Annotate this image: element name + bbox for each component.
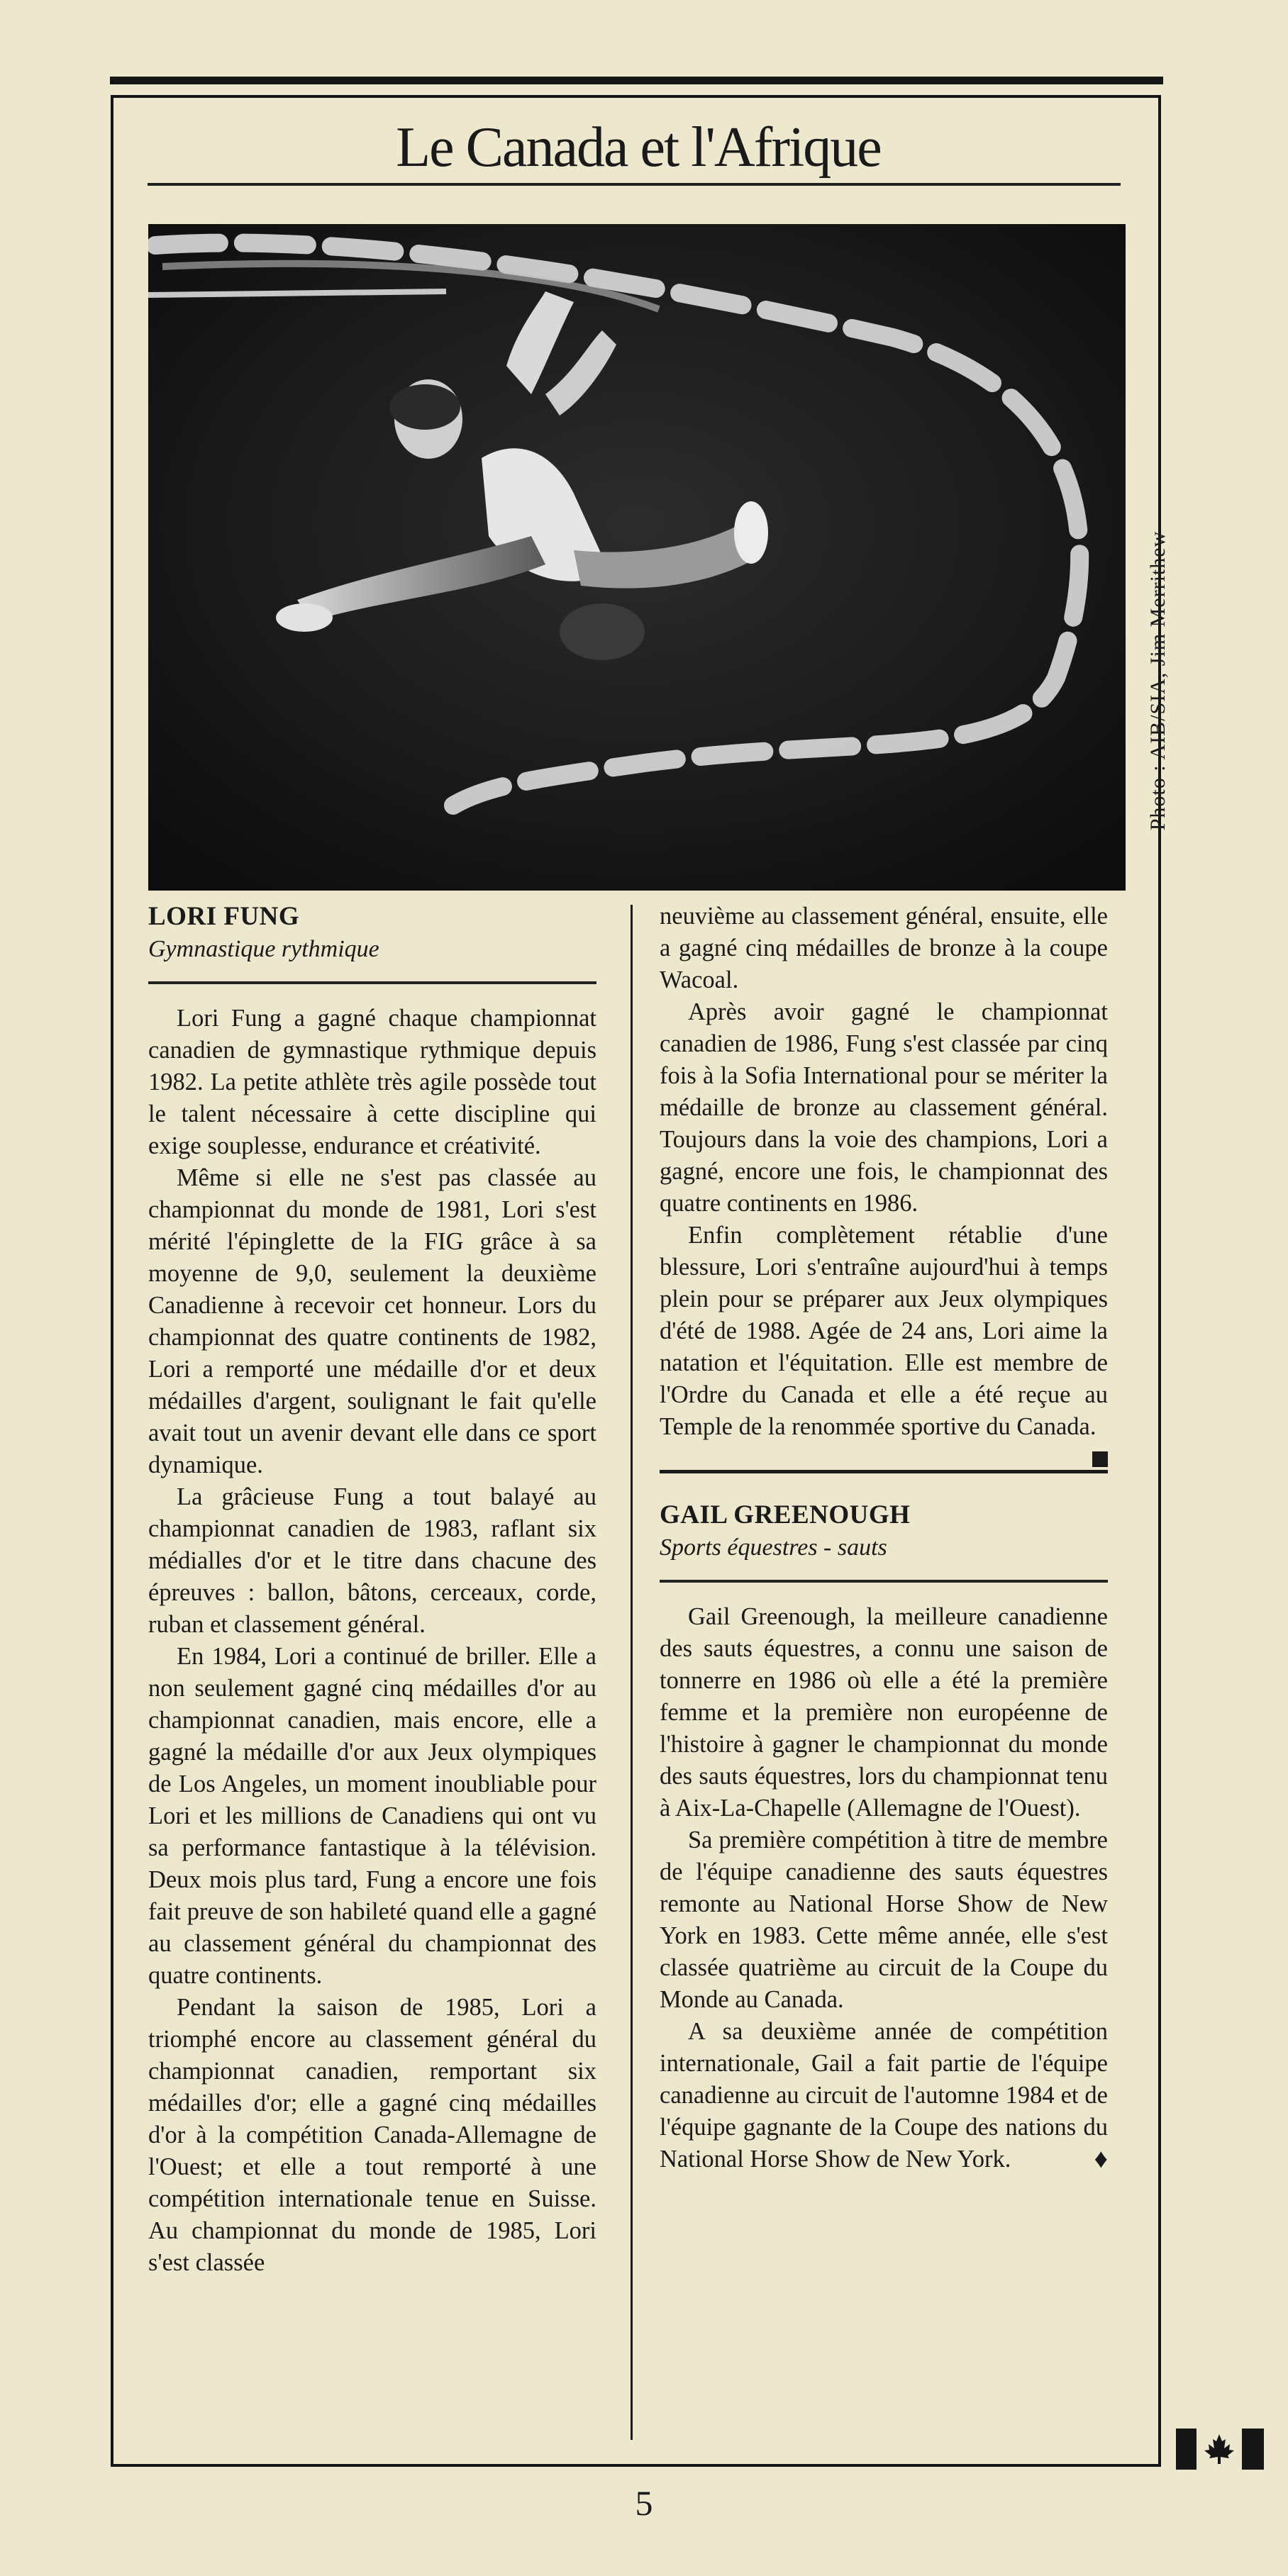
paragraph: Pendant la saison de 1985, Lori a triomphé encore au classement général du championnat canadien, remportant six médailles d'or; elle a gagné cinq médailles d'or à la compétition Canada-Allemagne de l'Ouest; et elle a tout remporté à une compétition internationale tenue en Suisse. Au championnat du monde de 1985, Lori s'est classée bbox=[148, 1994, 596, 2276]
paragraph: Même si elle ne s'est pas classée au championnat du monde de 1981, Lori s'est mérité l'épinglette de la FIG grâce à sa moyenne de 9,0, seulement la deuxième Canadienne à recevoir cet honneur. Lors du championnat des quatre continents de 1982, Lori a remporté une médaille d'or et deux médailles d'argent, soulignant le fait qu'elle avait tout un avenir devant elle dans ce sport dynamique. bbox=[148, 1164, 596, 1478]
paragraph-text: Enfin complètement rétablie d'une blessure, Lori s'entraîne aujourd'hui à temps plein pour se préparer aux Jeux olympiques d'été de 1988. Agée de 24 ans, Lori aime la natation et l'équitation. Elle est membre de l'Ordre du Canada et elle a été reçue au Temple de la renommée sportive du Canada. bbox=[660, 1222, 1108, 1440]
paragraph: En 1984, Lori a continué de briller. Elle a non seulement gagné cinq médailles d'or au championnat canadien, mais encore, elle a gagné la médaille d'or aux Jeux olympiques de Los Angeles, un moment inoubliable pour Lori et les millions de Canadiens qui ont vu sa performance fantastique à la télévision. Deux mois plus tard, Fung a encore une fois fait preuve de son habileté quand elle a gagné au classement général du championnat des quatre continents. bbox=[148, 1643, 596, 1989]
discipline-lori-fung: Gymnastique rythmique bbox=[148, 936, 379, 962]
paragraph: La grâcieuse Fung a tout balayé au championnat canadien de 1983, raflant six médialles d'or et le titre dans chacune des épreuves : ballon, bâtons, cerceaux, corde, ruban et classement général. bbox=[148, 1483, 596, 1638]
section-rule bbox=[660, 1580, 1108, 1583]
column-left bbox=[148, 901, 596, 2431]
photo-credit: Photo : AIB/SIA, Jim Merrithew bbox=[1146, 530, 1170, 831]
column-separator bbox=[631, 905, 633, 2440]
paragraph: Après avoir gagné le championnat canadien de 1986, Fung s'est classée par cinq fois à la Sofia International pour se mériter la médaille de bronze au classement général. Toujours dans la voie des champions, Lori a gagné, encore une fois, le championnat des quatre continents en 1986. bbox=[660, 998, 1108, 1217]
end-of-article-mark bbox=[1092, 1451, 1108, 1467]
page-title: Le Canada et l'Afrique bbox=[396, 116, 881, 179]
page-number: 5 bbox=[635, 2483, 653, 2523]
paragraph: Lori Fung a gagné chaque championnat canadien de gymnastique rythmique depuis 1982. La petite athlète très agile possède tout le talent nécessaire à cette discipline qui exige souplesse, endurance et créativité. bbox=[148, 1005, 596, 1159]
paragraph: neuvième au classement général, ensuite, elle a gagné cinq médailles de bronze à la coupe Wacoal. bbox=[660, 903, 1108, 993]
column-right bbox=[660, 901, 1108, 2453]
top-rule bbox=[110, 77, 1163, 84]
canada-flag-icon bbox=[1176, 2429, 1264, 2470]
discipline-gail-greenough: Sports équestres - sauts bbox=[660, 1534, 887, 1561]
section-rule bbox=[148, 981, 596, 984]
athlete-name-lori-fung: LORI FUNG bbox=[148, 902, 300, 931]
article-divider bbox=[660, 1470, 1108, 1473]
paragraph: Sa première compétition à titre de membre de l'équipe canadienne des sauts équestres remonte au National Horse Show de New York en 1983. Cette même année, elle s'est classée quatrième au circuit de la Coupe du Monde au Canada. bbox=[660, 1827, 1108, 2013]
paragraph: Gail Greenough, la meilleure canadienne des sauts équestres, a connu une saison de tonnerre en 1986 où elle a été la première femme et la première non européenne de l'histoire à gagner le championnat du monde des sauts équestres, lors du championnat tenu à Aix-La-Chapelle (Allemagne de l'Ouest). bbox=[660, 1603, 1108, 1822]
athlete-name-gail-greenough: GAIL GREENOUGH bbox=[660, 1500, 911, 1529]
title-rule bbox=[148, 183, 1121, 186]
continue-arrow-icon: ♦ bbox=[1094, 2144, 1108, 2174]
paragraph-text: A sa deuxième année de compétition internationale, Gail a fait partie de l'équipe canadienne au circuit de l'automne 1984 et de l'équipe gagnante de la Coupe des nations du National Horse Show de New York. bbox=[660, 2018, 1108, 2173]
gymnast-ribbon-photo bbox=[148, 224, 1126, 891]
paragraph bbox=[660, 1220, 1108, 1443]
paragraph bbox=[660, 2016, 1108, 2175]
